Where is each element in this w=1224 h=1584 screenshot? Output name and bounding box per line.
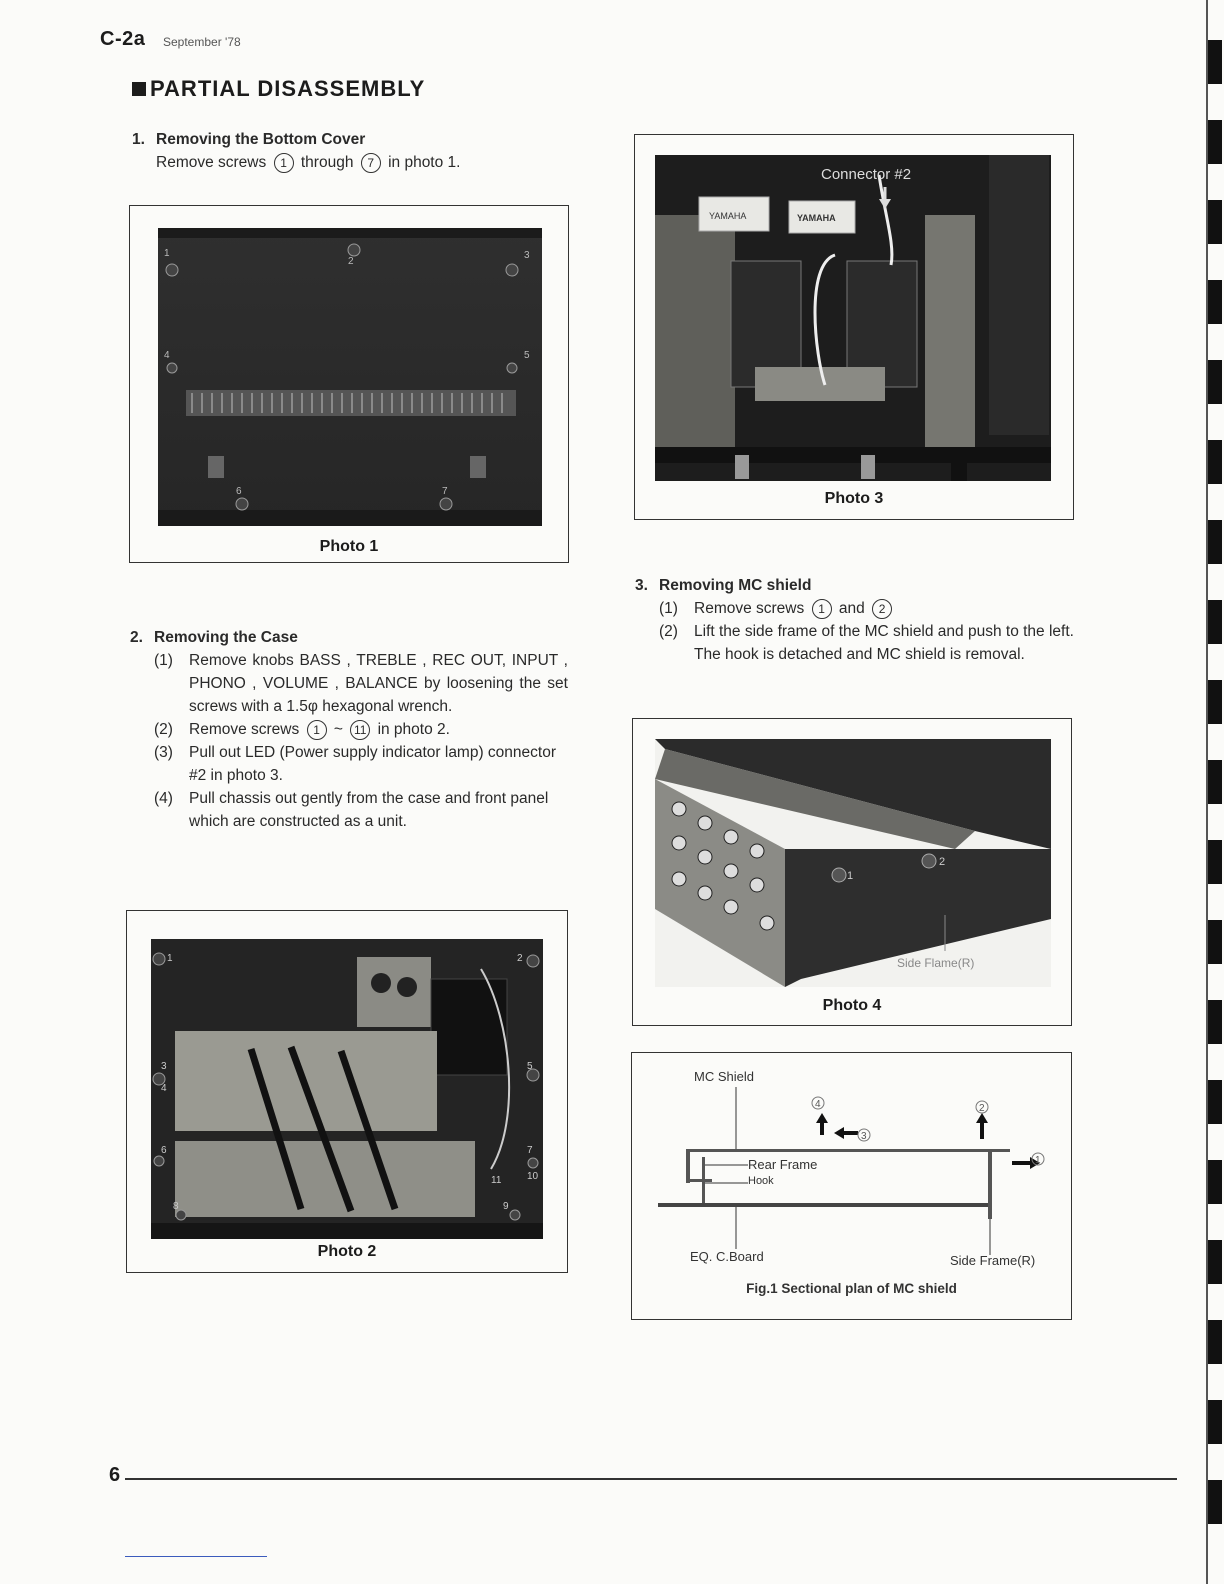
section-title bbox=[132, 76, 425, 102]
step-3 bbox=[635, 574, 1077, 666]
step-3-item-number: (1) bbox=[659, 600, 678, 617]
photo-1-mark: 4 bbox=[164, 350, 170, 361]
step-2-title: Removing the Case bbox=[154, 629, 298, 646]
photo-2-mark: 3 bbox=[161, 1061, 167, 1072]
step-2-item-number: (1) bbox=[154, 652, 173, 669]
screw-marker-1: 1 bbox=[307, 720, 327, 740]
step-2-item-number: (3) bbox=[154, 744, 173, 761]
photo-1-mark: 2 bbox=[348, 256, 354, 267]
photo-1-mark: 6 bbox=[236, 486, 242, 497]
figure-mark: 2 bbox=[979, 1103, 985, 1114]
step-1-text-c: in photo 1. bbox=[388, 154, 461, 171]
photo-1-mark: 1 bbox=[164, 248, 170, 259]
photo-1-frame bbox=[129, 205, 569, 563]
step-1-title: Removing the Bottom Cover bbox=[156, 131, 366, 148]
photo-4-side-frame-label: Side Flame(R) bbox=[897, 956, 975, 970]
photo-3-frame bbox=[634, 134, 1074, 520]
step-3-item-number: (2) bbox=[659, 623, 678, 640]
screw-marker-1: 1 bbox=[274, 153, 294, 173]
step-2-item-text: Remove screws bbox=[189, 721, 300, 738]
photo-2-drawing bbox=[151, 939, 543, 1239]
step-2 bbox=[130, 626, 568, 833]
step-1-text-a: Remove screws bbox=[156, 154, 267, 171]
screw-marker-2: 2 bbox=[872, 599, 892, 619]
photo-1-mark: 5 bbox=[524, 350, 530, 361]
section-title-text: PARTIAL DISASSEMBLY bbox=[150, 76, 426, 101]
yamaha-label: YAMAHA bbox=[797, 213, 836, 223]
figure-1-frame bbox=[631, 1052, 1072, 1320]
footer-rule bbox=[125, 1478, 1177, 1480]
figure-mark: 3 bbox=[861, 1131, 867, 1142]
photo-2-mark: 7 bbox=[527, 1145, 533, 1156]
photo-2-mark: 10 bbox=[527, 1171, 539, 1182]
page-number: 6 bbox=[109, 1464, 121, 1486]
step-2-item-text: Pull chassis out gently from the case and front panel which are constructed as a unit. bbox=[189, 790, 549, 830]
step-3-item-text: Lift the side frame of the MC shield and push to the left. bbox=[694, 623, 1074, 640]
photo-3-connector-label: Connector #2 bbox=[821, 166, 912, 183]
photo-4-frame bbox=[632, 718, 1072, 1026]
photo-1-mark: 7 bbox=[442, 486, 448, 497]
document-code: C-2a bbox=[100, 28, 146, 50]
photo-3-drawing bbox=[655, 155, 1051, 481]
step-2-item-number: (2) bbox=[154, 721, 173, 738]
photo-2-mark: 8 bbox=[173, 1201, 179, 1212]
document-date: September '78 bbox=[163, 35, 241, 49]
photo-2-mark: 1 bbox=[167, 953, 173, 964]
photo-2-mark: 11 bbox=[491, 1175, 502, 1186]
figure-mark: 1 bbox=[1035, 1155, 1041, 1166]
photo-3-image bbox=[655, 155, 1051, 481]
photo-4-mark: 1 bbox=[847, 870, 854, 882]
figure-1-caption: Fig.1 Sectional plan of MC shield bbox=[746, 1281, 957, 1296]
screw-marker-7: 7 bbox=[361, 153, 381, 173]
step-2-item-text: in photo 2. bbox=[377, 721, 450, 738]
photo-4-mark: 2 bbox=[939, 856, 946, 868]
step-3-number: 3. bbox=[635, 577, 648, 594]
screw-marker-11: 11 bbox=[350, 720, 370, 740]
photo-1-image bbox=[158, 228, 542, 526]
step-3-item-text: and bbox=[838, 600, 865, 617]
step-1-text-b: through bbox=[300, 154, 354, 171]
step-1 bbox=[132, 128, 572, 174]
photo-1-mark: 3 bbox=[524, 250, 530, 261]
side-frame-label: Side Frame(R) bbox=[950, 1253, 1036, 1268]
step-2-number: 2. bbox=[130, 629, 143, 646]
step-3-item-text: The hook is detached and MC shield is removal. bbox=[694, 646, 1025, 663]
range-separator: ~ bbox=[333, 721, 343, 738]
step-1-number: 1. bbox=[132, 131, 145, 148]
rear-frame-label: Rear Frame bbox=[748, 1157, 818, 1172]
photo-4-caption: Photo 4 bbox=[822, 997, 882, 1014]
photo-2-mark: 2 bbox=[517, 953, 523, 964]
photo-1-drawing bbox=[158, 228, 542, 526]
mc-shield-label: MC Shield bbox=[694, 1069, 754, 1084]
eq-board-label: EQ. C.Board bbox=[690, 1249, 764, 1264]
photo-2-mark: 4 bbox=[161, 1083, 167, 1094]
hook-label: Hook bbox=[748, 1175, 774, 1187]
photo-2-image bbox=[151, 939, 543, 1239]
photo-2-frame bbox=[126, 910, 568, 1273]
photo-2-mark: 6 bbox=[161, 1145, 167, 1156]
photo-1-caption: Photo 1 bbox=[319, 538, 379, 555]
figure-1-diagram bbox=[632, 1053, 1071, 1319]
step-2-item-number: (4) bbox=[154, 790, 173, 807]
photo-4-image bbox=[655, 739, 1051, 987]
step-2-item-text: Pull out LED (Power supply indicator lamp) connector #2 in photo 3. bbox=[189, 744, 557, 784]
photo-2-mark: 9 bbox=[503, 1201, 509, 1212]
screw-marker-1: 1 bbox=[812, 599, 832, 619]
spiral-binding bbox=[1200, 0, 1224, 1584]
yamaha-label: YAMAHA bbox=[709, 211, 747, 221]
photo-2-caption: Photo 2 bbox=[317, 1243, 377, 1260]
step-2-item-text: Remove knobs BASS , TREBLE , REC OUT, INPUT , PHONO , VOLUME , BALANCE by loosening the set screws with a 1.5φ hexagonal wrench. bbox=[189, 652, 568, 715]
bullet-square-icon bbox=[132, 82, 146, 96]
photo-4-drawing bbox=[655, 739, 1051, 987]
bottom-line bbox=[125, 1556, 267, 1557]
step-3-title: Removing MC shield bbox=[659, 577, 812, 594]
photo-2-mark: 5 bbox=[527, 1061, 533, 1072]
figure-mark: 4 bbox=[815, 1099, 821, 1110]
step-3-item-text: Remove screws bbox=[694, 600, 805, 617]
photo-3-caption: Photo 3 bbox=[824, 490, 884, 507]
